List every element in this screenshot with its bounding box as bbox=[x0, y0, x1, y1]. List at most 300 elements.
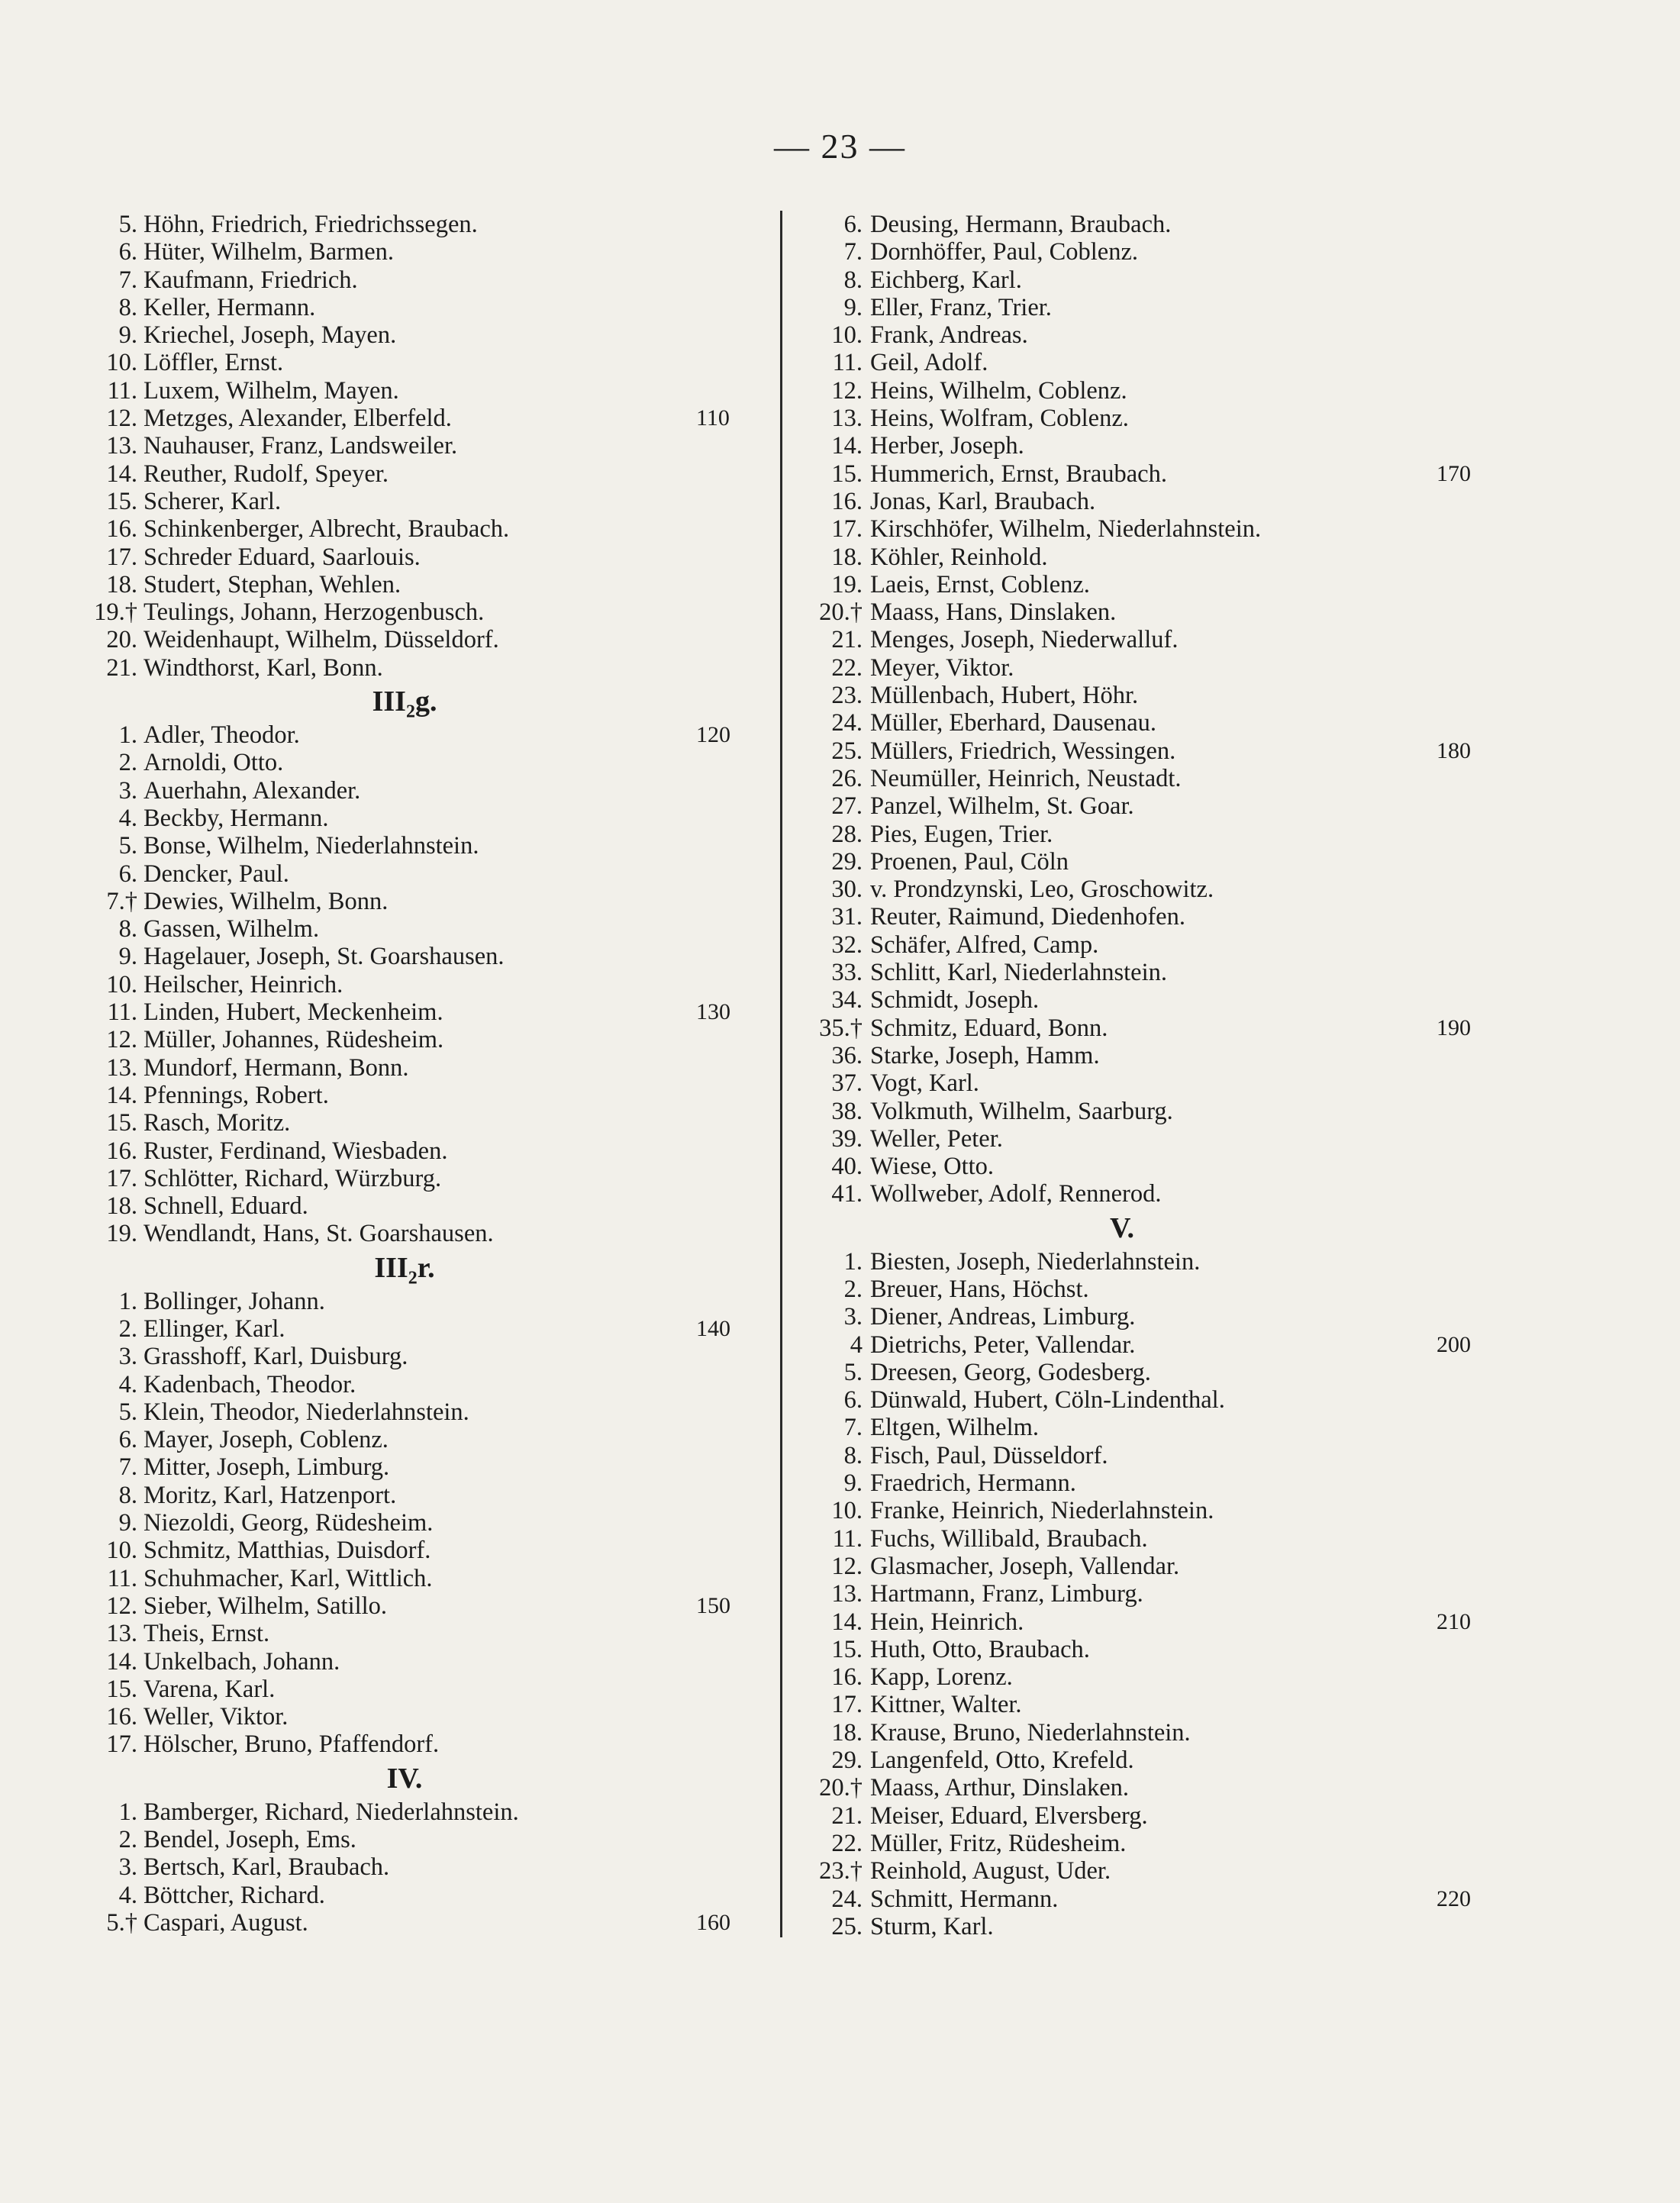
list-item bbox=[61, 211, 748, 238]
entry-name: Schmidt, Joseph. bbox=[870, 986, 1040, 1014]
entry-name: Heins, Wolfram, Coblenz. bbox=[870, 405, 1129, 433]
entry-number: 18. bbox=[831, 1718, 863, 1747]
right-column bbox=[794, 211, 1496, 1940]
entry-number: 12. bbox=[831, 1552, 863, 1580]
entry-number: 7. bbox=[118, 266, 137, 294]
entry-name: Schnell, Eduard. bbox=[143, 1192, 308, 1221]
list-item bbox=[794, 432, 1496, 460]
list-item bbox=[794, 1525, 1496, 1553]
list-item bbox=[794, 294, 1496, 321]
list-item bbox=[61, 1826, 748, 1853]
entry-name: Eichberg, Karl. bbox=[870, 266, 1022, 294]
entry-number: 36. bbox=[831, 1041, 863, 1069]
entry-name: Kaufmann, Friedrich. bbox=[143, 266, 358, 294]
list-item bbox=[61, 1798, 748, 1826]
entry-number: 5. bbox=[118, 211, 137, 238]
entry-number: 9. bbox=[118, 943, 137, 971]
list-item bbox=[61, 626, 748, 653]
entry-name: Hummerich, Ernst, Braubach. bbox=[870, 460, 1167, 488]
list-item bbox=[61, 460, 748, 488]
list-item bbox=[794, 1802, 1496, 1830]
list-item bbox=[61, 1703, 748, 1730]
list-item bbox=[61, 943, 748, 970]
entry-name: Schmitz, Eduard, Bonn. bbox=[870, 1014, 1108, 1042]
entry-number: 20.† bbox=[819, 1774, 863, 1802]
entry-name: Weidenhaupt, Wilhelm, Düsseldorf. bbox=[143, 626, 499, 654]
entry-name: Kapp, Lorenz. bbox=[870, 1663, 1013, 1692]
entry-number: 12. bbox=[106, 405, 137, 433]
list-item bbox=[61, 349, 748, 376]
list-item bbox=[794, 1276, 1496, 1303]
entry-number: 7. bbox=[843, 238, 863, 266]
list-item bbox=[794, 1098, 1496, 1125]
running-count-marker: 140 bbox=[696, 1315, 730, 1341]
entry-number: 17. bbox=[106, 543, 137, 571]
entry-number: 12. bbox=[106, 1026, 137, 1054]
entry-name: Pies, Eugen, Trier. bbox=[870, 820, 1053, 848]
entry-number: 8. bbox=[843, 1441, 863, 1469]
entry-name: Maass, Hans, Dinslaken. bbox=[870, 598, 1117, 627]
entry-name: Ellinger, Karl. bbox=[143, 1314, 285, 1343]
list-item bbox=[794, 1608, 1496, 1636]
entry-number: 35.† bbox=[819, 1014, 863, 1042]
entry-name: Hartmann, Franz, Limburg. bbox=[870, 1580, 1143, 1608]
entry-number: 37. bbox=[831, 1069, 863, 1098]
entry-name: Hagelauer, Joseph, St. Goarshausen. bbox=[143, 943, 505, 971]
list-item bbox=[61, 1288, 748, 1315]
list-item bbox=[61, 1509, 748, 1537]
list-item bbox=[61, 1192, 748, 1220]
entry-name: Eltgen, Wilhelm. bbox=[870, 1414, 1040, 1442]
entry-number: 32. bbox=[831, 931, 863, 959]
entry-name: Fisch, Paul, Düsseldorf. bbox=[870, 1441, 1108, 1469]
list-item bbox=[794, 515, 1496, 543]
list-item bbox=[794, 321, 1496, 349]
list-item bbox=[61, 721, 748, 749]
entry-number: 10. bbox=[106, 1537, 137, 1565]
entry-number: 23. bbox=[831, 682, 863, 710]
entry-number: 33. bbox=[831, 959, 863, 987]
entry-number: 15. bbox=[831, 460, 863, 488]
entry-name: Theis, Ernst. bbox=[143, 1620, 270, 1648]
entry-name: Nauhauser, Franz, Landsweiler. bbox=[143, 432, 458, 460]
list-item bbox=[794, 1857, 1496, 1885]
entry-number: 4 bbox=[850, 1331, 863, 1359]
entry-number: 29. bbox=[831, 847, 863, 876]
entry-number: 7. bbox=[118, 1453, 137, 1482]
entry-number: 8. bbox=[118, 1481, 137, 1509]
entry-name: Müller, Eberhard, Dausenau. bbox=[870, 709, 1157, 737]
entry-name: Niezoldi, Georg, Rüdesheim. bbox=[143, 1509, 434, 1537]
entry-number: 16. bbox=[831, 487, 863, 515]
class-heading-main: IV. bbox=[386, 1762, 423, 1795]
entry-name: Bendel, Joseph, Ems. bbox=[143, 1826, 356, 1854]
entry-number: 41. bbox=[831, 1180, 863, 1208]
entry-name: Hein, Heinrich. bbox=[870, 1608, 1024, 1636]
list-item bbox=[61, 1054, 748, 1082]
list-item bbox=[794, 737, 1496, 765]
entry-name: Maass, Arthur, Dinslaken. bbox=[870, 1774, 1129, 1802]
entry-name: Müllenbach, Hubert, Höhr. bbox=[870, 682, 1139, 710]
list-item bbox=[61, 860, 748, 888]
entry-number: 3. bbox=[118, 1853, 137, 1882]
entry-name: Klein, Theodor, Niederlahnstein. bbox=[143, 1398, 469, 1426]
entry-number: 27. bbox=[831, 792, 863, 821]
entry-number: 23.† bbox=[819, 1857, 863, 1885]
list-item bbox=[61, 749, 748, 776]
entry-name: Eller, Franz, Trier. bbox=[870, 293, 1052, 321]
list-item bbox=[61, 321, 748, 349]
entry-name: Neumüller, Heinrich, Neustadt. bbox=[870, 764, 1182, 792]
entry-name: Deusing, Hermann, Braubach. bbox=[870, 211, 1172, 238]
entry-number: 19. bbox=[831, 570, 863, 598]
running-count-marker: 190 bbox=[1437, 1014, 1471, 1040]
entry-number: 9. bbox=[843, 293, 863, 321]
entry-name: Ruster, Ferdinand, Wiesbaden. bbox=[143, 1137, 448, 1165]
entry-name: Rasch, Moritz. bbox=[143, 1109, 291, 1137]
entry-name: Biesten, Joseph, Niederlahnstein. bbox=[870, 1247, 1201, 1276]
list-item bbox=[794, 1469, 1496, 1497]
entry-name: Dencker, Paul. bbox=[143, 860, 289, 888]
entry-number: 7. bbox=[843, 1414, 863, 1442]
class-heading-main: III bbox=[372, 685, 406, 718]
running-count-marker: 120 bbox=[696, 722, 730, 748]
class-heading bbox=[61, 1248, 634, 1288]
left-column bbox=[61, 211, 748, 1937]
class-heading-suffix: r. bbox=[417, 1251, 435, 1284]
entry-number: 2. bbox=[118, 1826, 137, 1854]
list-item bbox=[794, 460, 1496, 488]
entry-number: 24. bbox=[831, 1885, 863, 1913]
list-item bbox=[61, 1165, 748, 1192]
entry-number: 5. bbox=[118, 1398, 137, 1426]
list-item bbox=[61, 1220, 748, 1247]
list-item bbox=[61, 1565, 748, 1592]
list-item bbox=[61, 266, 748, 294]
list-item bbox=[61, 1676, 748, 1703]
entry-name: Gassen, Wilhelm. bbox=[143, 915, 320, 943]
list-item bbox=[61, 1343, 748, 1370]
entry-name: Dornhöffer, Paul, Coblenz. bbox=[870, 238, 1139, 266]
running-count-marker: 180 bbox=[1437, 737, 1471, 763]
entry-name: Meyer, Viktor. bbox=[870, 653, 1014, 682]
entry-number: 9. bbox=[843, 1469, 863, 1498]
entry-name: Müllers, Friedrich, Wessingen. bbox=[870, 737, 1176, 765]
list-item bbox=[794, 1153, 1496, 1180]
entry-name: Huth, Otto, Braubach. bbox=[870, 1635, 1090, 1663]
entry-name: Jonas, Karl, Braubach. bbox=[870, 487, 1096, 515]
entry-number: 14. bbox=[106, 1081, 137, 1109]
entry-name: Herber, Joseph. bbox=[870, 432, 1024, 460]
entry-number: 1. bbox=[843, 1247, 863, 1276]
entry-name: Langenfeld, Otto, Krefeld. bbox=[870, 1747, 1134, 1775]
entry-number: 13. bbox=[831, 1580, 863, 1608]
entry-number: 21. bbox=[831, 1801, 863, 1830]
entry-name: Frank, Andreas. bbox=[870, 321, 1028, 350]
entry-name: Mayer, Joseph, Coblenz. bbox=[143, 1426, 389, 1454]
list-item bbox=[794, 1885, 1496, 1913]
list-item bbox=[794, 986, 1496, 1014]
entry-name: Sieber, Wilhelm, Satillo. bbox=[143, 1592, 388, 1620]
entry-name: Fuchs, Willibald, Braubach. bbox=[870, 1524, 1148, 1553]
entry-name: Studert, Stephan, Wehlen. bbox=[143, 570, 401, 598]
list-item bbox=[61, 1315, 748, 1343]
entry-name: Sturm, Karl. bbox=[870, 1912, 994, 1940]
entry-number: 9. bbox=[118, 1509, 137, 1537]
entry-name: Luxem, Wilhelm, Mayen. bbox=[143, 376, 399, 405]
list-item bbox=[794, 1180, 1496, 1208]
entry-number: 14. bbox=[106, 460, 137, 488]
entry-number: 6. bbox=[118, 860, 137, 888]
list-item bbox=[794, 1042, 1496, 1069]
entry-number: 29. bbox=[831, 1747, 863, 1775]
entry-number: 13. bbox=[831, 405, 863, 433]
entry-name: Auerhahn, Alexander. bbox=[143, 776, 361, 805]
list-item bbox=[794, 1497, 1496, 1524]
list-item bbox=[61, 1109, 748, 1137]
entry-number: 39. bbox=[831, 1124, 863, 1153]
list-item bbox=[794, 1386, 1496, 1414]
entry-number: 25. bbox=[831, 737, 863, 765]
entry-number: 14. bbox=[106, 1647, 137, 1676]
entry-number: 11. bbox=[107, 376, 137, 405]
class-heading-main: V. bbox=[1109, 1211, 1135, 1244]
entry-number: 16. bbox=[106, 515, 137, 543]
entry-number: 17. bbox=[831, 515, 863, 543]
entry-number: 13. bbox=[106, 1620, 137, 1648]
entry-number: 17. bbox=[106, 1164, 137, 1192]
list-item bbox=[794, 654, 1496, 682]
list-item bbox=[794, 211, 1496, 238]
entry-name: Schmitt, Hermann. bbox=[870, 1885, 1059, 1913]
list-item bbox=[794, 1663, 1496, 1691]
entry-name: Kriechel, Joseph, Mayen. bbox=[143, 321, 397, 350]
list-item bbox=[794, 598, 1496, 626]
entry-number: 9. bbox=[118, 321, 137, 350]
entry-name: Reuter, Raimund, Diedenhofen. bbox=[870, 903, 1185, 931]
list-item bbox=[794, 1774, 1496, 1801]
list-item bbox=[794, 238, 1496, 266]
list-item bbox=[794, 1069, 1496, 1097]
entry-number: 18. bbox=[106, 1192, 137, 1221]
list-item bbox=[794, 1248, 1496, 1276]
list-item bbox=[794, 1913, 1496, 1940]
entry-number: 5. bbox=[118, 832, 137, 860]
list-item bbox=[794, 1553, 1496, 1580]
entry-number: 2. bbox=[118, 1314, 137, 1343]
entry-number: 7.† bbox=[106, 887, 137, 915]
list-item bbox=[61, 1730, 748, 1758]
entry-name: Weller, Peter. bbox=[870, 1124, 1003, 1153]
list-item bbox=[794, 571, 1496, 598]
list-item bbox=[61, 888, 748, 915]
class-heading-suffix: g. bbox=[414, 685, 437, 718]
list-item bbox=[61, 294, 748, 321]
list-item bbox=[61, 405, 748, 432]
entry-name: Dietrichs, Peter, Vallendar. bbox=[870, 1331, 1136, 1359]
list-item bbox=[794, 765, 1496, 792]
entry-number: 24. bbox=[831, 709, 863, 737]
list-item bbox=[794, 1691, 1496, 1718]
entry-name: Menges, Joseph, Niederwalluf. bbox=[870, 626, 1179, 654]
entry-number: 6. bbox=[118, 238, 137, 266]
entry-number: 2. bbox=[118, 749, 137, 777]
list-item bbox=[794, 405, 1496, 432]
list-item bbox=[794, 821, 1496, 848]
entry-number: 6. bbox=[843, 1386, 863, 1414]
list-item bbox=[794, 377, 1496, 405]
list-item bbox=[794, 931, 1496, 959]
running-count-marker: 110 bbox=[696, 405, 730, 431]
entry-name: Glasmacher, Joseph, Vallendar. bbox=[870, 1552, 1180, 1580]
entry-number: 10. bbox=[831, 321, 863, 350]
entry-name: Proenen, Paul, Cöln bbox=[870, 847, 1069, 876]
list-item bbox=[61, 377, 748, 405]
entry-number: 34. bbox=[831, 986, 863, 1014]
entry-name: Schäfer, Alfred, Camp. bbox=[870, 931, 1099, 959]
entry-name: Keller, Hermann. bbox=[143, 293, 316, 321]
entry-number: 28. bbox=[831, 820, 863, 848]
entry-name: Krause, Bruno, Niederlahnstein. bbox=[870, 1718, 1191, 1747]
list-item bbox=[61, 1371, 748, 1398]
entry-name: Schlitt, Karl, Niederlahnstein. bbox=[870, 959, 1168, 987]
list-item bbox=[794, 1580, 1496, 1608]
list-item bbox=[794, 1830, 1496, 1857]
list-item bbox=[794, 349, 1496, 376]
list-item bbox=[61, 1853, 748, 1881]
list-item bbox=[794, 1331, 1496, 1359]
list-item bbox=[794, 1747, 1496, 1774]
entry-name: Reinhold, August, Uder. bbox=[870, 1857, 1111, 1885]
list-item bbox=[61, 1592, 748, 1620]
list-item bbox=[61, 915, 748, 943]
running-count-marker: 210 bbox=[1437, 1608, 1471, 1634]
entry-name: Franke, Heinrich, Niederlahnstein. bbox=[870, 1497, 1214, 1525]
entry-number: 8. bbox=[118, 293, 137, 321]
entry-number: 22. bbox=[831, 653, 863, 682]
entry-number: 13. bbox=[106, 1053, 137, 1082]
list-item bbox=[61, 515, 748, 543]
list-item bbox=[794, 626, 1496, 653]
entry-name: Volkmuth, Wilhelm, Saarburg. bbox=[870, 1097, 1173, 1125]
entry-number: 11. bbox=[107, 998, 137, 1027]
list-item bbox=[794, 709, 1496, 737]
entry-name: Moritz, Karl, Hatzenport. bbox=[143, 1481, 397, 1509]
entry-number: 1. bbox=[118, 1287, 137, 1315]
entry-name: Beckby, Hermann. bbox=[143, 804, 329, 832]
entry-number: 10. bbox=[831, 1497, 863, 1525]
list-item bbox=[794, 1014, 1496, 1042]
entry-number: 25. bbox=[831, 1912, 863, 1940]
list-item bbox=[61, 1137, 748, 1165]
list-item bbox=[794, 1442, 1496, 1469]
entry-number: 20.† bbox=[819, 598, 863, 627]
entry-name: Höhn, Friedrich, Friedrichssegen. bbox=[143, 211, 478, 238]
entry-name: Dewies, Wilhelm, Bonn. bbox=[143, 887, 389, 915]
entry-name: Bamberger, Richard, Niederlahnstein. bbox=[143, 1798, 519, 1826]
entry-name: Heins, Wilhelm, Coblenz. bbox=[870, 376, 1127, 405]
list-item bbox=[61, 571, 748, 598]
class-heading-sub: 2 bbox=[408, 1268, 418, 1289]
running-count-marker: 220 bbox=[1437, 1885, 1471, 1911]
entry-name: Windthorst, Karl, Bonn. bbox=[143, 653, 383, 682]
entry-name: Wendlandt, Hans, St. Goarshausen. bbox=[143, 1220, 494, 1248]
entry-name: Reuther, Rudolf, Speyer. bbox=[143, 460, 389, 488]
list-item bbox=[794, 1414, 1496, 1441]
entry-number: 11. bbox=[832, 1524, 863, 1553]
entry-number: 17. bbox=[831, 1691, 863, 1719]
entry-name: Linden, Hubert, Meckenheim. bbox=[143, 998, 443, 1027]
list-item bbox=[794, 792, 1496, 820]
list-item bbox=[61, 238, 748, 266]
entry-name: Schinkenberger, Albrecht, Braubach. bbox=[143, 515, 510, 543]
entry-name: Mitter, Joseph, Limburg. bbox=[143, 1453, 390, 1482]
class-heading bbox=[61, 682, 634, 721]
list-item bbox=[61, 1537, 748, 1564]
entry-name: Breuer, Hans, Höchst. bbox=[870, 1275, 1089, 1303]
class-heading bbox=[794, 1208, 1359, 1248]
entry-number: 6. bbox=[843, 211, 863, 238]
page-number: — 23 — bbox=[774, 127, 906, 166]
entry-name: Teulings, Johann, Herzogenbusch. bbox=[143, 598, 485, 627]
list-item bbox=[61, 998, 748, 1026]
entry-number: 40. bbox=[831, 1153, 863, 1181]
list-item bbox=[794, 876, 1496, 903]
entry-number: 14. bbox=[831, 432, 863, 460]
entry-name: Schlötter, Richard, Würzburg. bbox=[143, 1164, 442, 1192]
entry-name: Panzel, Wilhelm, St. Goar. bbox=[870, 792, 1134, 821]
entry-name: Köhler, Reinhold. bbox=[870, 543, 1048, 571]
running-count-marker: 130 bbox=[696, 999, 730, 1025]
entry-name: Bertsch, Karl, Braubach. bbox=[143, 1853, 390, 1882]
entry-number: 1. bbox=[118, 721, 137, 750]
list-item bbox=[61, 1882, 748, 1909]
running-count-marker: 160 bbox=[696, 1909, 730, 1935]
entry-name: Fraedrich, Hermann. bbox=[870, 1469, 1076, 1498]
entry-number: 12. bbox=[831, 376, 863, 405]
list-item bbox=[61, 1453, 748, 1481]
entry-number: 20. bbox=[106, 626, 137, 654]
entry-number: 4. bbox=[118, 1370, 137, 1398]
list-item bbox=[794, 1719, 1496, 1747]
list-item bbox=[61, 1620, 748, 1647]
list-item bbox=[794, 903, 1496, 931]
entry-number: 1. bbox=[118, 1798, 137, 1826]
list-item bbox=[61, 777, 748, 805]
list-item bbox=[61, 598, 748, 626]
entry-number: 6. bbox=[118, 1426, 137, 1454]
list-item bbox=[61, 654, 748, 682]
entry-number: 18. bbox=[831, 543, 863, 571]
entry-name: Bollinger, Johann. bbox=[143, 1287, 325, 1315]
list-item bbox=[61, 1482, 748, 1509]
entry-number: 8. bbox=[843, 266, 863, 294]
class-heading bbox=[61, 1759, 634, 1798]
entry-name: Dreesen, Georg, Godesberg. bbox=[870, 1358, 1151, 1386]
entry-name: Pfennings, Robert. bbox=[143, 1081, 329, 1109]
entry-number: 4. bbox=[118, 1881, 137, 1909]
entry-name: Schreder Eduard, Saarlouis. bbox=[143, 543, 421, 571]
entry-number: 14. bbox=[831, 1608, 863, 1636]
list-item bbox=[794, 266, 1496, 294]
entry-number: 22. bbox=[831, 1829, 863, 1857]
entry-name: Meiser, Eduard, Elversberg. bbox=[870, 1801, 1148, 1830]
running-count-marker: 170 bbox=[1437, 460, 1471, 486]
entry-name: Müller, Johannes, Rüdesheim. bbox=[143, 1026, 444, 1054]
entry-name: Heilscher, Heinrich. bbox=[143, 970, 343, 998]
entry-name: Grasshoff, Karl, Duisburg. bbox=[143, 1343, 408, 1371]
entry-name: Wiese, Otto. bbox=[870, 1153, 995, 1181]
